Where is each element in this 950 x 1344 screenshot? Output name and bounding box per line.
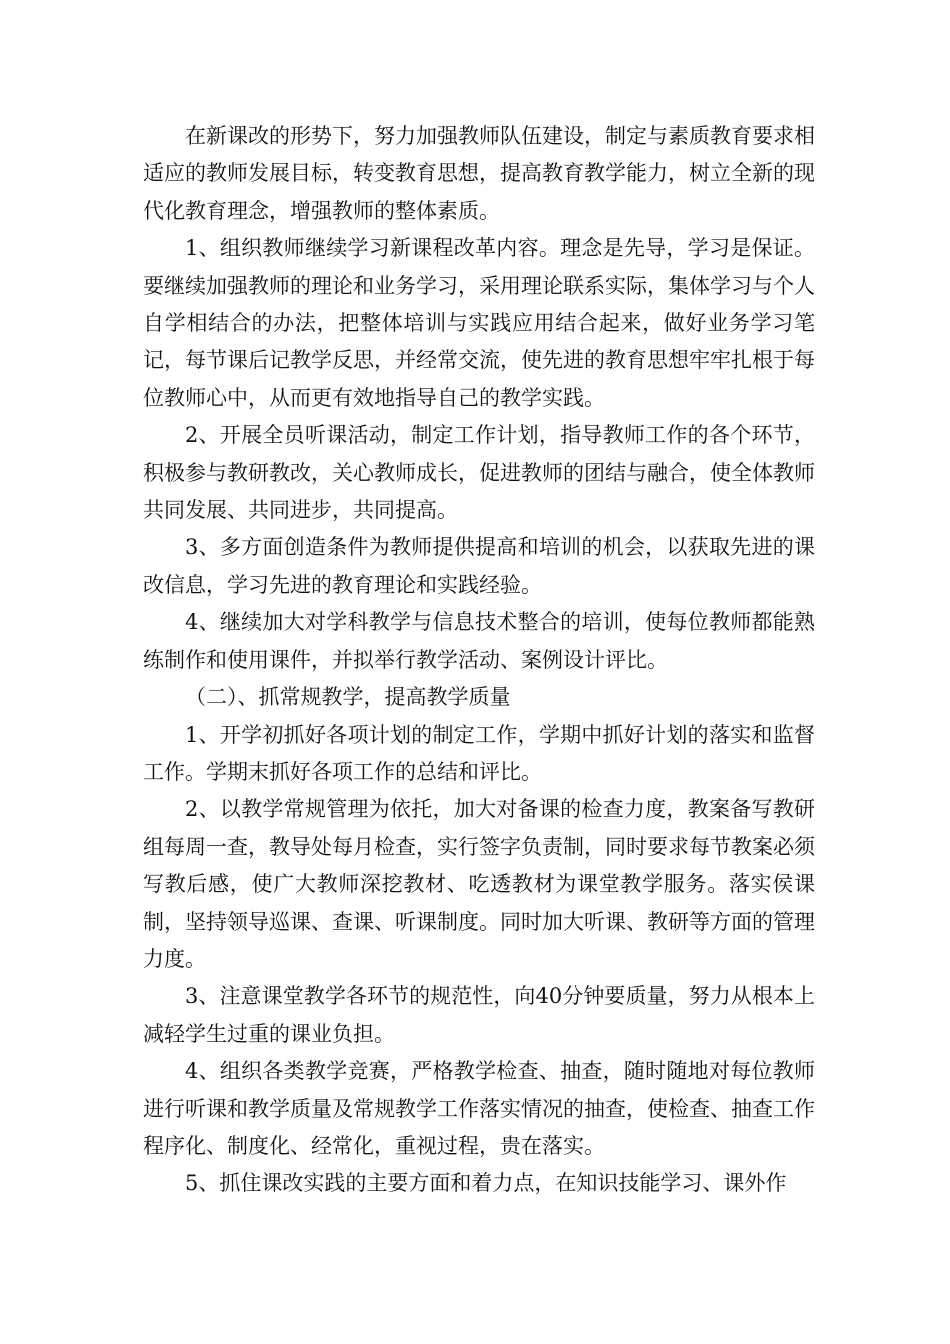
document-body — [143, 118, 815, 1203]
paragraph-section2-item-1: 1、开学初抓好各项计划的制定工作，学期中抓好计划的落实和监督工作。学期末抓好各项工作的总结和评比。 — [143, 722, 815, 784]
intro-paragraph: 在新课改的形势下，努力加强教师队伍建设，制定与素质教育要求相适应的教师发展目标，转变教育思想，提高教育教学能力，树立全新的现代化教育理念，增强教师的整体素质。 — [143, 124, 815, 223]
paragraph-item-1: 1、组织教师继续学习新课程改革内容。理念是先导，学习是保证。要继续加强教师的理论和业务学习，采用理论联系实际，集体学习与个人自学相结合的办法，把整体培训与实践应用结合起来，做好业务学习笔记，每节课后记教学反思，并经常交流，使先进的教育思想牢牢扎根于每位教师心中，从而更有效地指导自己的教学实践。 — [143, 236, 815, 410]
paragraph-section2-item-5: 5、抓住课改实践的主要方面和着力点，在知识技能学习、课外作 — [185, 1171, 787, 1196]
paragraph-section2-item-2: 2、以教学常规管理为依托，加大对备课的检查力度，教案备写教研组每周一查，教导处每月检查，实行签字负责制，同时要求每节教案必须写教后感，使广大教师深挖教材、吃透教材为课堂教学服务。落实侯课制，坚持领导巡课、查课、听课制度。同时加大听课、教研等方面的管理力度。 — [143, 797, 815, 971]
paragraph-item-4: 4、继续加大对学科教学与信息技术整合的培训，使每位教师都能熟练制作和使用课件，并拟举行教学活动、案例设计评比。 — [143, 610, 815, 672]
paragraph-section2-item-3: 3、注意课堂教学各环节的规范性，向40分钟要质量，努力从根本上减轻学生过重的课业负担。 — [143, 984, 815, 1046]
paragraph-item-3: 3、多方面创造条件为教师提供提高和培训的机会，以获取先进的课改信息，学习先进的教育理论和实践经验。 — [143, 535, 815, 597]
paragraph-item-2: 2、开展全员听课活动，制定工作计划，指导教师工作的各个环节，积极参与教研教改，关心教师成长，促进教师的团结与融合，使全体教师共同发展、共同进步，共同提高。 — [143, 423, 815, 523]
paragraph-section2-item-4: 4、组织各类教学竞赛，严格教学检查、抽查，随时随地对每位教师进行听课和教学质量及常规教学工作落实情况的抽查，使检查、抽查工作程序化、制度化、经常化，重视过程，贵在落实。 — [143, 1059, 815, 1158]
section-heading: （二）、抓常规教学，提高教学质量 — [185, 685, 511, 710]
